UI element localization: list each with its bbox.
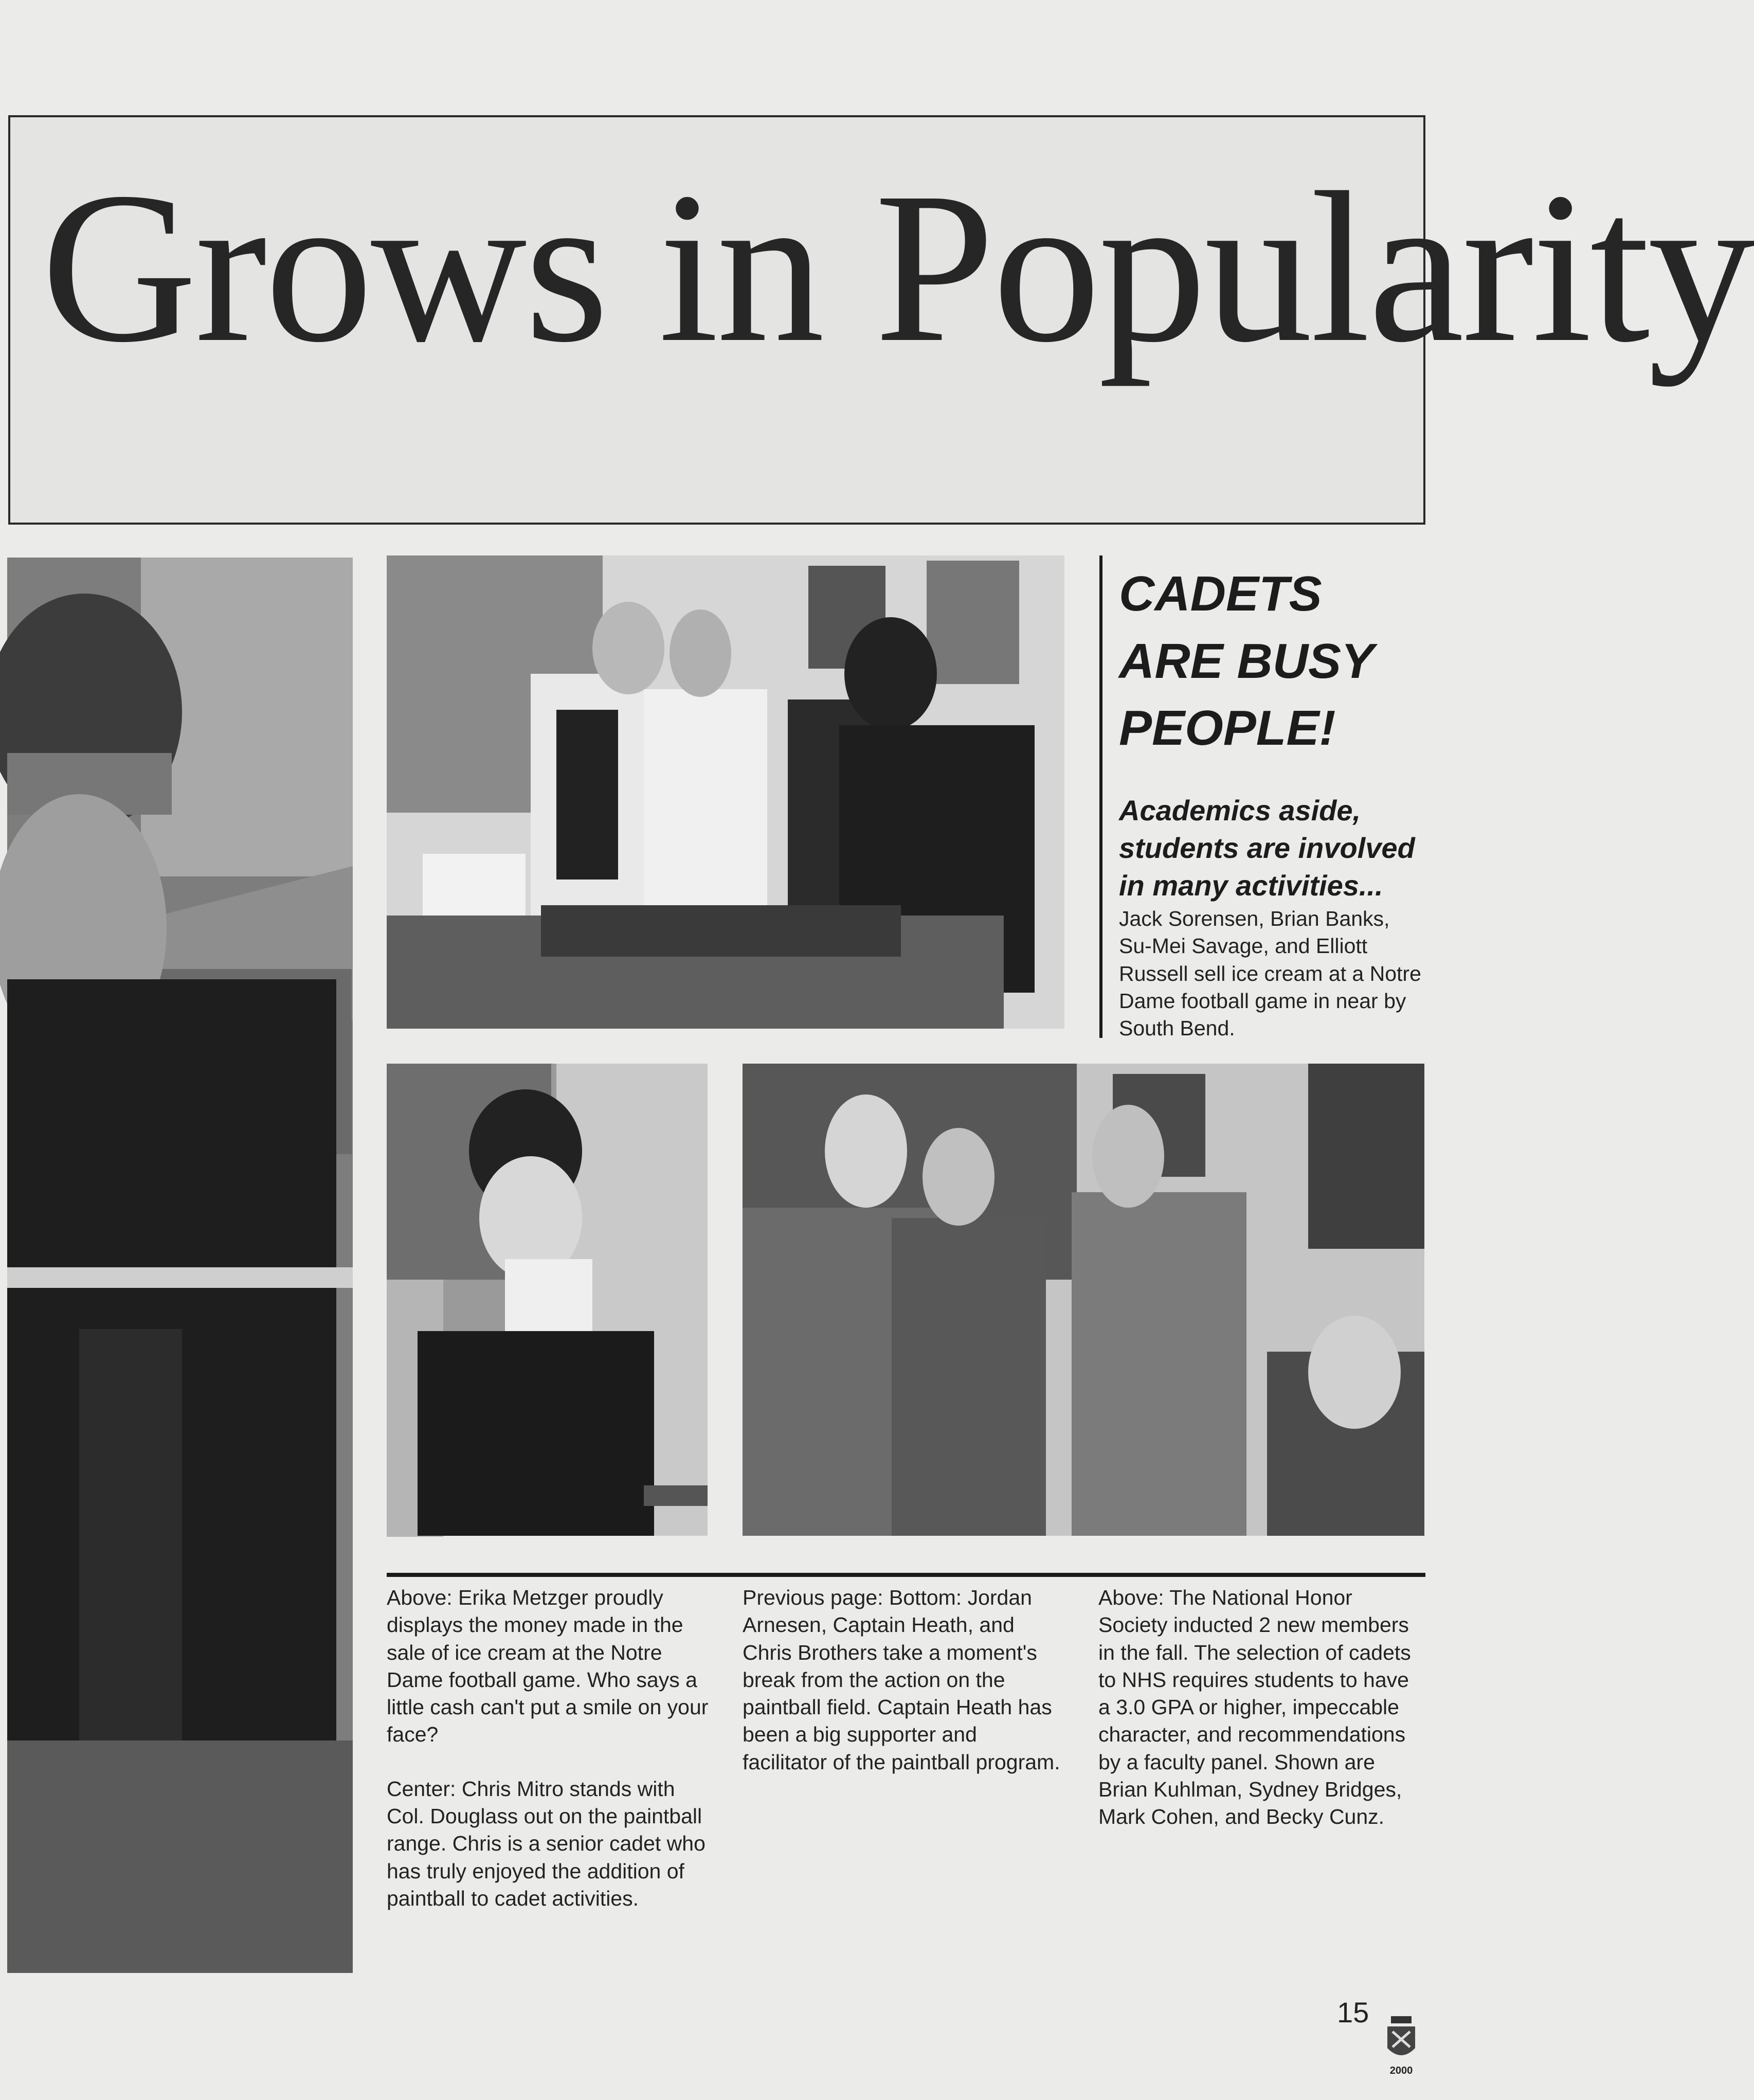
crest-year: 2000 bbox=[1389, 2065, 1413, 2076]
paintball-caption: Center: Chris Mitro stands with Col. Douglass out on the paintball range. Chris is a senior cadet who has truly enjoyed the addition of paintball to cadet activities. bbox=[387, 1776, 706, 1910]
caption-column-1 bbox=[387, 1584, 711, 1939]
kicker-line-2: ARE BUSY bbox=[1119, 633, 1375, 689]
previous-page-caption: Previous page: Bottom: Jordan Arnesen, Captain Heath, and Chris Brothers take a moment's break from the action on the paintball field. Captain Heath has been a big supporter and facilitator of the paintball program. bbox=[743, 1586, 1060, 1774]
money-caption: Above: Erika Metzger proudly displays the money made in the sale of ice cream at the Notre Dame football game. Who says a little cash can't put a smile on your face? bbox=[387, 1586, 709, 1747]
kicker-line-1: CADETS bbox=[1119, 566, 1322, 621]
paintball-cadet-photo bbox=[7, 558, 353, 1973]
kicker-line-3: PEOPLE! bbox=[1119, 701, 1336, 756]
school-crest-icon bbox=[1383, 2016, 1419, 2078]
nhs-classroom-photo bbox=[743, 1064, 1424, 1536]
caption-rule bbox=[387, 1573, 1425, 1577]
page-headline: Grows in Popularity bbox=[41, 148, 1754, 387]
money-photo bbox=[387, 1064, 708, 1536]
kicker-rule bbox=[1099, 555, 1102, 1038]
feature-kicker bbox=[1119, 561, 1438, 762]
feature-deck: Academics aside, students are involved in many activities... bbox=[1119, 794, 1415, 902]
nhs-caption: Above: The National Honor Society inducted 2 new members in the fall. The selection of cadets to NHS requires students to have a 3.0 GPA or higher, impeccable character, and recommendations by a faculty panel. Shown are Brian Kuhlman, Sydney Bridges, Mark Cohen, and Becky Cunz. bbox=[1098, 1586, 1411, 1829]
ice-cream-stand-photo bbox=[387, 555, 1064, 1029]
ice-cream-caption: Jack Sorensen, Brian Banks, Su-Mei Savage, and Elliott Russell sell ice cream at a Notre Dame football game in near by South Bend. bbox=[1119, 907, 1421, 1040]
caption-column-2 bbox=[743, 1584, 1066, 1803]
page-number: 15 bbox=[1337, 1996, 1369, 2029]
caption-column-3 bbox=[1098, 1584, 1422, 1858]
